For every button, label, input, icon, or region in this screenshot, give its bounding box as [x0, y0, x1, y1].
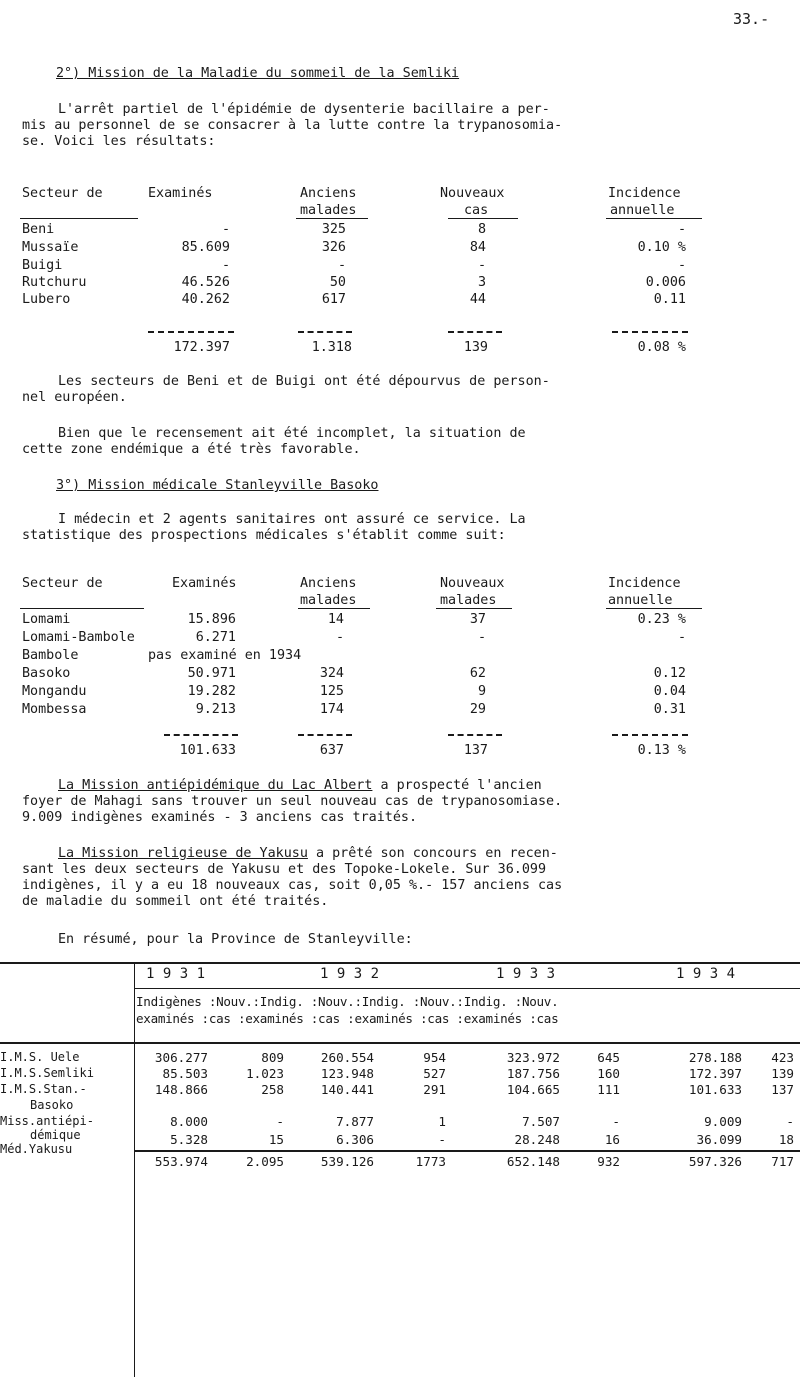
yakusu-paragraph	[22, 846, 792, 910]
incidence-cell: 0.31	[653, 702, 686, 717]
paragraph-text: a prospecté l'ancien	[372, 778, 542, 793]
paragraph-line	[22, 846, 792, 862]
examines-cell: 6.271	[195, 630, 236, 645]
paragraph-line: Les secteurs de Beni et de Buigi ont été dépourvus de person-	[58, 374, 550, 389]
sector-name: Lomami-Bambole	[22, 630, 135, 645]
col-header: malades	[300, 203, 357, 218]
anciens-cell: -	[337, 258, 346, 273]
sector-name: Mussaïe	[22, 240, 79, 255]
paragraph-line: foyer de Mahagi sans trouver un seul nouveau cas de trypanosomiase.	[22, 794, 563, 809]
summary-cell: 85.503	[162, 1066, 208, 1081]
summary-cell: 16	[604, 1132, 620, 1147]
summary-total-cell: 553.974	[154, 1154, 208, 1169]
row-label: Méd.Yakusu	[0, 1142, 73, 1156]
total-nouveaux: 137	[463, 743, 488, 758]
total-nouveaux: 139	[463, 340, 488, 355]
paragraph-line: Bien que le recensement ait été incomplet, la situation de	[58, 426, 526, 441]
col-header: Anciens	[300, 186, 357, 201]
total-incidence: 0.13 %	[637, 743, 686, 758]
col-header: Secteur de	[22, 186, 103, 201]
paragraph-line: indigènes, il y a eu 18 nouveaux cas, soit 0,05 %.- 157 anciens cas	[22, 878, 563, 893]
summary-cell: 5.328	[170, 1132, 208, 1147]
anciens-cell: 14	[327, 612, 344, 627]
nouveaux-cell: -	[477, 258, 486, 273]
year-header: 1 9 3 2	[320, 966, 380, 982]
row-label: I.M.S. Uele	[0, 1050, 80, 1064]
summary-total-cell: 932	[597, 1154, 620, 1169]
summary-cell: 527	[423, 1066, 446, 1081]
paragraph-line: statistique des prospections médicales s'établit comme suit:	[22, 528, 506, 543]
summary-cell: 7.877	[336, 1114, 374, 1129]
summary-cell: 104.665	[506, 1082, 560, 1097]
examines-cell: 9.213	[195, 702, 236, 717]
examines-cell: 15.896	[187, 612, 236, 627]
anciens-cell: 326	[321, 240, 346, 255]
year-header: 1 9 3 1	[146, 966, 206, 982]
incidence-cell: 0.04	[653, 684, 686, 699]
summary-cell: 9.009	[704, 1114, 742, 1129]
resume-line: En résumé, pour la Province de Stanleyville:	[58, 932, 413, 947]
section3-paragraph	[22, 512, 792, 544]
summary-cell: 278.188	[688, 1050, 742, 1065]
sector-name: Buigi	[22, 258, 63, 273]
summary-cell: 1	[438, 1114, 446, 1129]
summary-cell: -	[612, 1114, 620, 1129]
section2-heading	[56, 66, 459, 81]
incidence-cell: 0.006	[645, 275, 686, 290]
examines-cell: 85.609	[181, 240, 230, 255]
sector-name: Bambole	[22, 648, 79, 663]
summary-cell: 323.972	[506, 1050, 560, 1065]
summary-cell: 8.000	[170, 1114, 208, 1129]
incidence-cell: 0.12	[653, 666, 686, 681]
paragraph-line: se. Voici les résultats:	[22, 134, 216, 149]
summary-total-cell: 717	[771, 1154, 794, 1169]
summary-cell: 258	[261, 1082, 284, 1097]
summary-total-cell: 1773	[415, 1154, 446, 1169]
section2-after2	[22, 426, 792, 458]
summary-cell: 187.756	[506, 1066, 560, 1081]
mission-name: La Mission antiépidémique du Lac Albert	[58, 778, 373, 793]
nouveaux-cell: 3	[477, 275, 486, 290]
sector-name: Lubero	[22, 292, 71, 307]
paragraph-line: mis au personnel de se consacrer à la lutte contre la trypanosomia-	[22, 118, 563, 133]
summary-cell: 7.507	[522, 1114, 560, 1129]
summary-cell: -	[786, 1114, 794, 1129]
summary-cell: 28.248	[514, 1132, 560, 1147]
col-header: Nouveaux	[440, 576, 505, 591]
sector-name: Rutchuru	[22, 275, 87, 290]
summary-cell: -	[438, 1132, 446, 1147]
nouveaux-cell: 37	[469, 612, 486, 627]
summary-cell: 6.306	[336, 1132, 374, 1147]
col-header: malades	[440, 593, 497, 608]
summary-cell: 1.023	[246, 1066, 284, 1081]
examines-cell: 46.526	[181, 275, 230, 290]
section2-paragraph	[22, 102, 792, 150]
summary-cell: 137	[771, 1082, 794, 1097]
incidence-cell: -	[677, 630, 686, 645]
summary-cell: 139	[771, 1066, 794, 1081]
nouveaux-cell: 9	[477, 684, 486, 699]
summary-cell: 148.866	[154, 1082, 208, 1097]
summary-cell: 809	[261, 1050, 284, 1065]
total-examines: 101.633	[179, 743, 236, 758]
summary-total-cell: 597.326	[688, 1154, 742, 1169]
paragraph-line: L'arrêt partiel de l'épidémie de dysenterie bacillaire a per-	[58, 102, 550, 117]
summary-cell: -	[276, 1114, 284, 1129]
col-header: Incidence	[608, 186, 681, 201]
examines-cell: -	[221, 258, 230, 273]
row-label: démique	[30, 1128, 81, 1142]
summary-cell: 36.099	[696, 1132, 742, 1147]
paragraph-line	[22, 778, 792, 794]
row-label: Miss.antiépi-	[0, 1114, 94, 1128]
col-header: malades	[300, 593, 357, 608]
total-anciens: 1.318	[311, 340, 352, 355]
summary-cell: 306.277	[154, 1050, 208, 1065]
col-header: cas	[464, 203, 489, 218]
nouveaux-cell: 84	[469, 240, 486, 255]
total-incidence: 0.08 %	[637, 340, 686, 355]
paragraph-text: a prêté son concours en recen-	[307, 846, 558, 861]
subheader-row: examinés :cas :examinés :cas :examinés :cas :examinés :cas	[136, 1011, 559, 1026]
col-header: annuelle	[610, 203, 675, 218]
row-label: Basoko	[30, 1098, 74, 1112]
paragraph-line: sant les deux secteurs de Yakusu et des Topoke-Lokele. Sur 36.099	[22, 862, 547, 877]
summary-cell: 18	[778, 1132, 794, 1147]
incidence-cell: 0.11	[653, 292, 686, 307]
page-number: 33.-	[733, 10, 770, 28]
incidence-cell: -	[677, 222, 686, 237]
sector-name: Basoko	[22, 666, 71, 681]
note-cell: pas examiné en 1934	[148, 648, 302, 663]
summary-cell: 172.397	[688, 1066, 742, 1081]
subheader-row: Indigènes :Nouv.:Indig. :Nouv.:Indig. :Nouv.:Indig. :Nouv.	[136, 994, 559, 1009]
summary-cell: 291	[423, 1082, 446, 1097]
examines-cell: -	[221, 222, 230, 237]
summary-cell: 111	[597, 1082, 620, 1097]
summary-cell: 15	[268, 1132, 284, 1147]
col-header: Examinés	[172, 576, 237, 591]
anciens-cell: 50	[329, 275, 346, 290]
sector-name: Beni	[22, 222, 55, 237]
row-label: I.M.S.Stan.-	[0, 1082, 87, 1096]
summary-total-cell: 652.148	[506, 1154, 560, 1169]
summary-cell: 954	[423, 1050, 446, 1065]
examines-cell: 50.971	[187, 666, 236, 681]
anciens-cell: 325	[321, 222, 346, 237]
paragraph-line: nel européen.	[22, 390, 127, 405]
col-header: Examinés	[148, 186, 213, 201]
section2-heading-text: 2°) Mission de la Maladie du sommeil de la Semliki	[56, 66, 460, 81]
col-header: annuelle	[608, 593, 673, 608]
section3-heading	[56, 478, 378, 493]
incidence-cell: -	[677, 258, 686, 273]
anciens-cell: 324	[319, 666, 344, 681]
nouveaux-cell: 29	[469, 702, 486, 717]
paragraph-line: I médecin et 2 agents sanitaires ont assuré ce service. La	[58, 512, 526, 527]
year-header: 1 9 3 4	[676, 966, 736, 982]
lac-albert-paragraph	[22, 778, 792, 826]
nouveaux-cell: 44	[469, 292, 486, 307]
summary-cell: 123.948	[320, 1066, 374, 1081]
paragraph-line: cette zone endémique a été très favorable.	[22, 442, 361, 457]
col-header: Anciens	[300, 576, 357, 591]
summary-cell: 140.441	[320, 1082, 374, 1097]
examines-cell: 19.282	[187, 684, 236, 699]
summary-total-cell: 539.126	[320, 1154, 374, 1169]
sector-name: Mombessa	[22, 702, 87, 717]
summary-cell: 101.633	[688, 1082, 742, 1097]
sector-name: Mongandu	[22, 684, 87, 699]
paragraph-line: de maladie du sommeil ont été traités.	[22, 894, 329, 909]
summary-total-cell: 2.095	[246, 1154, 284, 1169]
col-header: Nouveaux	[440, 186, 505, 201]
anciens-cell: 174	[319, 702, 344, 717]
summary-cell: 160	[597, 1066, 620, 1081]
anciens-cell: 617	[321, 292, 346, 307]
incidence-cell: 0.10 %	[637, 240, 686, 255]
section3-heading-text: 3°) Mission médicale Stanleyville Basoko	[56, 478, 379, 493]
incidence-cell: 0.23 %	[637, 612, 686, 627]
sector-name: Lomami	[22, 612, 71, 627]
year-header: 1 9 3 3	[496, 966, 556, 982]
summary-cell: 260.554	[320, 1050, 374, 1065]
nouveaux-cell: 8	[477, 222, 486, 237]
nouveaux-cell: -	[477, 630, 486, 645]
total-anciens: 637	[319, 743, 344, 758]
anciens-cell: 125	[319, 684, 344, 699]
paragraph-line: 9.009 indigènes examinés - 3 anciens cas traités.	[22, 810, 418, 825]
section2-after	[22, 374, 792, 406]
total-examines: 172.397	[173, 340, 230, 355]
col-header: Incidence	[608, 576, 681, 591]
mission-name: La Mission religieuse de Yakusu	[58, 846, 308, 861]
summary-cell: 645	[597, 1050, 620, 1065]
col-header: Secteur de	[22, 576, 103, 591]
examines-cell: 40.262	[181, 292, 230, 307]
anciens-cell: -	[335, 630, 344, 645]
nouveaux-cell: 62	[469, 666, 486, 681]
summary-cell: 423	[771, 1050, 794, 1065]
row-label: I.M.S.Semliki	[0, 1066, 94, 1080]
